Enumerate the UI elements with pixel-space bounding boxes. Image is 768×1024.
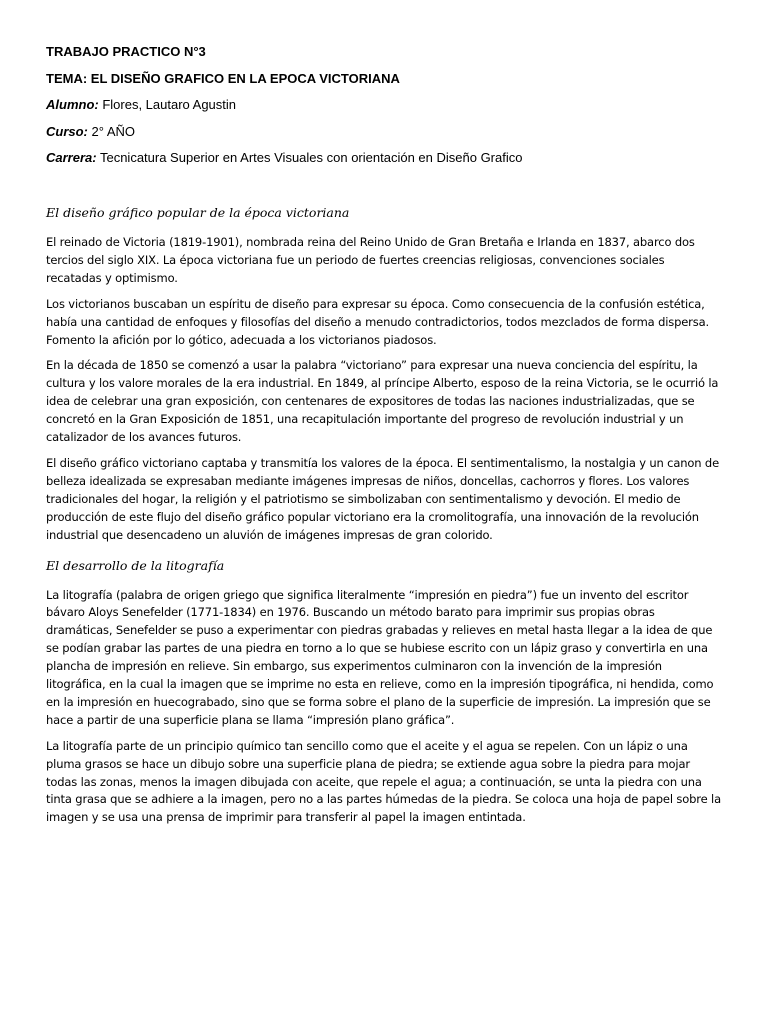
- topic-title: TEMA: EL DISEÑO GRAFICO EN LA EPOCA VICTORIANA: [46, 70, 400, 86]
- paragraph: La litografía (palabra de origen griego que significa literalmente “impresión en piedra”) fue un invento del escritor bávaro Aloys Senefelder (1771-1834) en 1976. Buscando un método barato para imprimir sus propias obras dramáticas, Senefelder se puso a experimentar con piedras grabadas y relieves en metal hasta llegar a la idea de que se podían grabar las partes de una piedra en torno a lo que se hubiese escrito con un lápiz graso y convertirla en una plancha de impresión en relieve. Sin embargo, sus experimentos culminaron con la invención de la impresión litográfica, en la cual la imagen que se imprime no esta en relieve, como en la impresión tipográfica, ni hendida, como en la impresión en huecograbado, sino que se forma sobre el plano de la superficie de impresión. La impresión que se hace a partir de una superficie plana se llama “impresión plano gráfica”.: [46, 587, 714, 727]
- career-value: Tecnicatura Superior en Artes Visuales con orientación en Diseño Grafico: [96, 150, 523, 165]
- student-line: [46, 95, 726, 122]
- course-label: Curso:: [46, 123, 88, 139]
- paragraph: El reinado de Victoria (1819-1901), nombrada reina del Reino Unido de Gran Bretaña e Irlanda en 1837, abarco dos tercios del siglo XIX. La época victoriana fue un periodo de fuertes creencias religiosas, convenciones sociales recatadas y optimismo.: [46, 235, 695, 285]
- student-value: Flores, Lautaro Agustin: [98, 97, 237, 112]
- paragraph: Los victorianos buscaban un espíritu de diseño para expresar su época. Como consecuencia de la confusión estética, había una cantidad de enfoques y filosofías del diseño a menudo contradictorios, todos mezclados de forma dispersa. Fomento la afición por lo gótico, adecuada a los victorianos piadosos.: [46, 296, 710, 347]
- paragraph: La litografía parte de un principio químico tan sencillo como que el aceite y el agua se repelen. Con un lápiz o una pluma grasos se hace un dibujo sobre una superficie plana de piedra; se extiende agua sobre la piedra para mojar todas las zonas, menos la imagen dibujada con aceite, que repele el agua; a continuación, se unta la piedra con una tinta grasa que se adhiere a la imagen, pero no a las partes húmedas de la piedra. Se coloca una hoja de papel sobre la imagen y se usa una prensa de imprimir para transferir al papel la imagen entintada.: [46, 738, 721, 825]
- assignment-title: TRABAJO PRACTICO N°3: [46, 44, 206, 59]
- career-label: Carrera:: [46, 150, 97, 165]
- paragraph: El diseño gráfico victoriano captaba y transmitía los valores de la época. El sentimentalismo, la nostalgia y un canon de belleza idealizada se expresaban mediante imágenes impresas de niños, doncellas, cachorros y flores. Los valores tradicionales del hogar, la religión y el patriotismo se simbolizaban con sentimentalismo y devoción. El medio de producción de este flujo del diseño gráfico popular victoriano era la cromolitografía, una innovación de la revolución industrial que desencadeno un aluvión de imágenes impresas de gran colorido.: [46, 455, 719, 542]
- course-line: [46, 122, 726, 149]
- student-label: Alumno:: [46, 97, 99, 112]
- course-value: 2° AÑO: [87, 123, 135, 139]
- section-title-victorian: El diseño gráfico popular de la época victoriana: [46, 205, 350, 220]
- document-body: [46, 204, 722, 835]
- paragraph: En la década de 1850 se comenzó a usar la palabra “victoriano” para expresar una nueva conciencia del espíritu, la cultura y los valore morales de la era industrial. En 1849, al príncipe Alberto, esposo de la reina Victoria, se le ocurrió la idea de celebrar una gran exposición, con centenares de expositores de todas las naciones industrializadas, que se concretó en la Gran Exposición de 1851, una recapitulación importante del progreso de revolución industrial y un catalizador de los avances futuros.: [46, 358, 719, 445]
- document-header: [46, 42, 726, 175]
- career-line: [46, 148, 726, 175]
- section-title-lithography: El desarrollo de la litografía: [46, 557, 225, 573]
